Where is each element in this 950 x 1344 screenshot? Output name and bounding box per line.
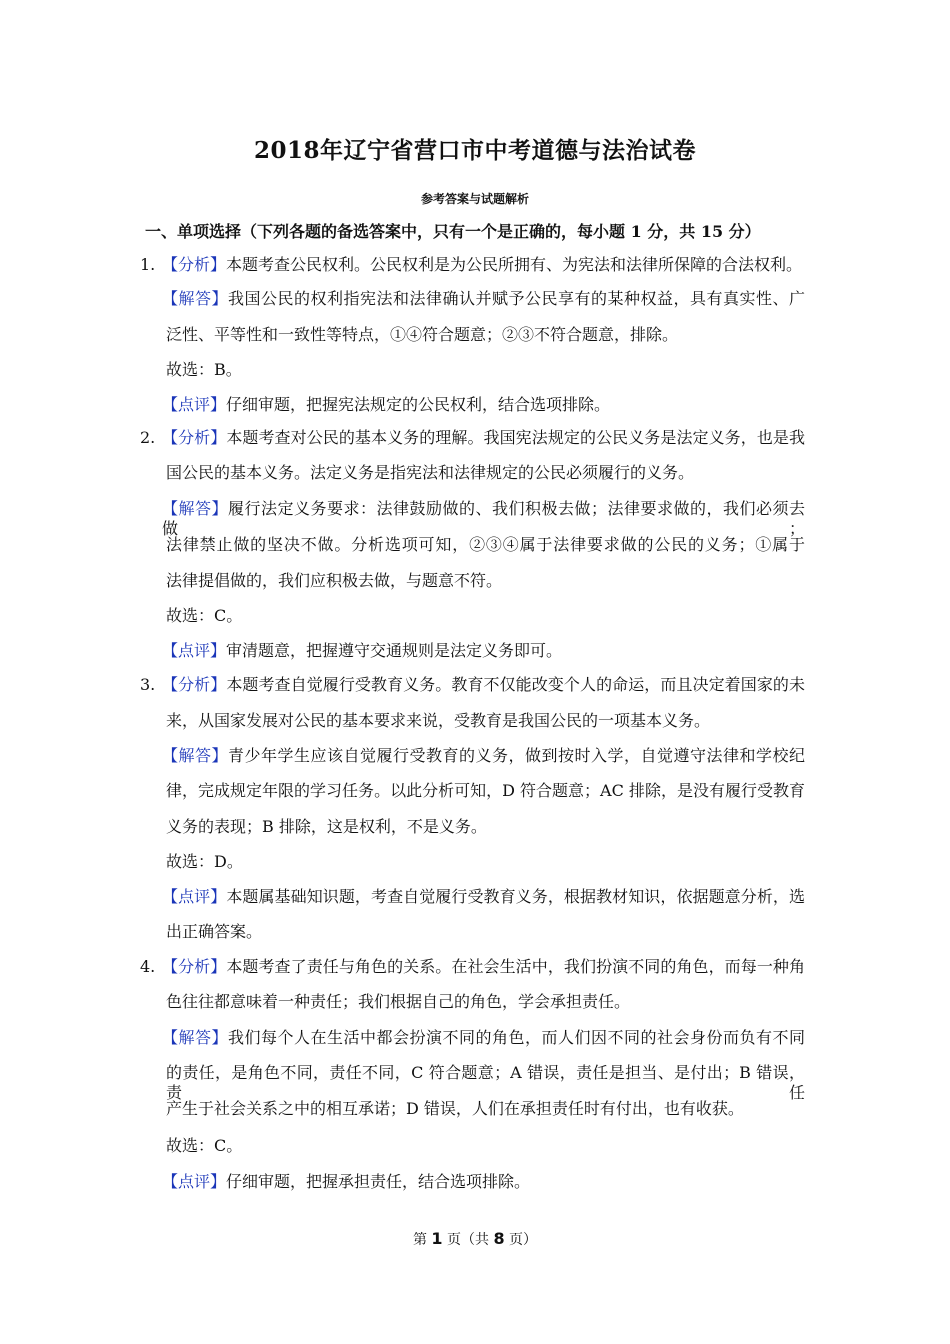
question-choice — [166, 852, 243, 872]
question-analysis-line-text: 色往往都意味着一种责任；我们根据自己的角色，学会承担责任。 — [166, 992, 631, 1011]
question-comment-line — [162, 887, 805, 907]
question-answer-line — [166, 535, 805, 555]
question-answer-line-text: 履行法定义务要求：法律鼓励做的、我们积极去做；法律要求做的，我们必须去做； — [162, 499, 805, 538]
question-answer-line-text: 青少年学生应该自觉履行受教育的义务，做到按时入学，自觉遵守法律和学校纪 — [228, 746, 805, 765]
analysis-tag: 【分析】 — [162, 428, 227, 447]
question-number: 1. — [140, 255, 156, 274]
page-footer — [0, 1229, 950, 1249]
question-answer-line-text: 法律提倡做的，我们应积极去做，与题意不符。 — [166, 571, 503, 590]
question-analysis-line — [162, 675, 805, 695]
question-comment-line-text: 本题属基础知识题，考查自觉履行受教育义务，根据教材知识，依据题意分析，选 — [226, 887, 805, 906]
analysis-tag: 【分析】 — [162, 675, 227, 694]
question-answer-line-text: 泛性、平等性和一致性等特点，①④符合题意；②③不符合题意，排除。 — [166, 325, 679, 344]
answer-tag: 【解答】 — [162, 1028, 228, 1047]
footer-middle: 页（共 — [442, 1232, 494, 1248]
question-comment-line — [162, 395, 610, 415]
comment-tag: 【点评】 — [162, 395, 227, 414]
question-answer-line — [162, 499, 805, 539]
analysis-tag: 【分析】 — [162, 255, 227, 274]
question-analysis-line-text: 本题考查自觉履行受教育义务。教育不仅能改变个人的命运，而且决定着国家的未 — [226, 675, 805, 694]
question-answer-line — [162, 746, 805, 766]
question-analysis-line-text: 本题考查公民权利。公民权利是为公民所拥有、为宪法和法律所保障的合法权利。 — [226, 255, 803, 274]
question-choice-text: 故选：B。 — [166, 360, 242, 379]
question-choice — [166, 1136, 242, 1156]
question-number: 2. — [140, 428, 156, 447]
question-answer-line — [166, 781, 805, 801]
question-comment-line — [162, 1172, 530, 1192]
question-answer-line-text: 法律禁止做的坚决不做。分析选项可知，②③④属于法律要求做的公民的义务；①属于 — [166, 535, 805, 554]
question-answer-line — [166, 325, 678, 345]
question-analysis-line-text: 来，从国家发展对公民的基本要求来说，受教育是我国公民的一项基本义务。 — [166, 711, 711, 730]
question-choice-text: 故选：C。 — [166, 606, 243, 625]
question-answer-line-text: 律，完成规定年限的学习任务。以此分析可知，D 符合题意；AC 排除，是没有履行受教育 — [166, 781, 805, 800]
answer-tag: 【解答】 — [162, 746, 228, 765]
question-answer-line — [162, 289, 805, 309]
question-answer-line — [166, 817, 487, 837]
question-choice — [166, 606, 242, 626]
page-subtitle: 参考答案与试题解析 — [420, 192, 529, 206]
question-choice — [166, 360, 242, 380]
question-comment-line-text: 出正确答案。 — [166, 922, 263, 941]
question-number: 4. — [140, 957, 156, 976]
question-choice-text: 故选：C。 — [166, 1136, 243, 1155]
question-answer-line — [162, 1028, 805, 1048]
page-title: 2018年辽宁省营口市中考道德与法治试卷 — [253, 137, 696, 164]
footer-page-number: 1 — [431, 1229, 443, 1248]
question-analysis-line — [166, 711, 710, 731]
question-comment-line — [166, 922, 262, 942]
question-analysis-line — [162, 428, 805, 448]
analysis-tag: 【分析】 — [162, 957, 227, 976]
footer-suffix: 页） — [504, 1232, 538, 1248]
question-analysis-line-text: 国公民的基本义务。法定义务是指宪法和法律规定的公民必须履行的义务。 — [166, 463, 695, 482]
question-comment-line — [162, 641, 562, 661]
question-choice-text: 故选：D。 — [166, 852, 243, 871]
question-analysis-line — [166, 463, 694, 483]
question-answer-line-text: 的责任，是角色不同，责任不同，C 符合题意；A 错误，责任是担当、是付出；B 错误，责任 — [166, 1063, 805, 1102]
question-analysis-line — [166, 992, 630, 1012]
footer-page-total: 8 — [493, 1229, 505, 1248]
question-answer-line-text: 我国公民的权利指宪法和法律确认并赋予公民享有的某种权益，具有真实性、广 — [228, 289, 805, 308]
question-comment-line-text: 审清题意，把握遵守交通规则是法定义务即可。 — [226, 641, 563, 660]
question-answer-line-text: 我们每个人在生活中都会扮演不同的角色，而人们因不同的社会身份而负有不同 — [228, 1028, 805, 1047]
question-number: 3. — [140, 675, 156, 694]
section-heading: 一、单项选择（下列各题的备选答案中，只有一个是正确的，每小题 1 分，共 15 分） — [145, 222, 761, 241]
question-answer-line — [166, 1063, 805, 1103]
question-analysis-line-text: 本题考查了责任与角色的关系。在社会生活中，我们扮演不同的角色，而每一种角 — [226, 957, 805, 976]
question-answer-line — [166, 571, 502, 591]
question-analysis-line-text: 本题考查对公民的基本义务的理解。我国宪法规定的公民义务是法定义务，也是我 — [226, 428, 805, 447]
question-answer-line-text: 产生于社会关系之中的相互承诺；D 错误，人们在承担责任时有付出，也有收获。 — [166, 1099, 744, 1118]
question-answer-line — [166, 1099, 744, 1119]
footer-prefix: 第 — [412, 1232, 432, 1248]
question-answer-line-text: 义务的表现；B 排除，这是权利，不是义务。 — [166, 817, 487, 836]
answer-tag: 【解答】 — [162, 289, 228, 308]
question-analysis-line — [162, 957, 805, 977]
answer-tag: 【解答】 — [162, 499, 228, 518]
question-comment-line-text: 仔细审题，把握宪法规定的公民权利，结合选项排除。 — [226, 395, 611, 414]
comment-tag: 【点评】 — [162, 887, 227, 906]
comment-tag: 【点评】 — [162, 1172, 227, 1191]
question-analysis-line — [162, 255, 802, 275]
question-comment-line-text: 仔细审题，把握承担责任，结合选项排除。 — [226, 1172, 531, 1191]
comment-tag: 【点评】 — [162, 641, 227, 660]
